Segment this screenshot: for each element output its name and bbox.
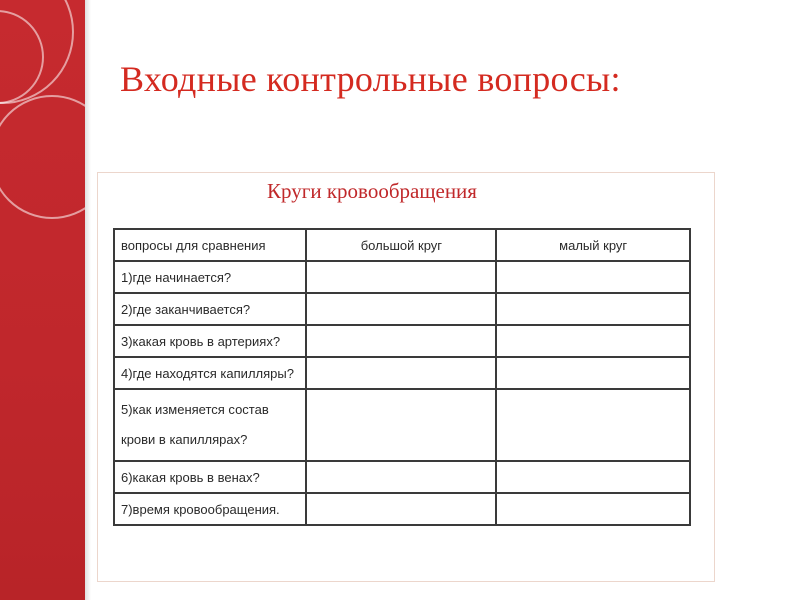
systemic-answer-cell bbox=[306, 461, 496, 493]
question-cell: 4)где находятся капилляры? bbox=[114, 357, 306, 389]
table-row bbox=[114, 389, 690, 461]
pulmonary-answer-cell bbox=[496, 461, 690, 493]
pulmonary-answer-cell bbox=[496, 325, 690, 357]
systemic-answer-cell bbox=[306, 261, 496, 293]
question-cell: 5)как изменяется состав крови в капиллярах? bbox=[114, 389, 306, 461]
header-questions: вопросы для сравнения bbox=[114, 229, 306, 261]
decorative-side-band bbox=[0, 0, 85, 600]
pulmonary-answer-cell bbox=[496, 261, 690, 293]
pulmonary-answer-cell bbox=[496, 293, 690, 325]
figure-title-text: Круги кровообращения bbox=[267, 179, 477, 203]
header-pulmonary-circle: малый круг bbox=[496, 229, 690, 261]
comparison-table bbox=[113, 228, 691, 526]
table-row bbox=[114, 293, 690, 325]
systemic-answer-cell bbox=[306, 325, 496, 357]
systemic-answer-cell bbox=[306, 357, 496, 389]
question-cell: 1)где начинается? bbox=[114, 261, 306, 293]
systemic-answer-cell bbox=[306, 293, 496, 325]
pulmonary-answer-cell bbox=[496, 357, 690, 389]
table-row bbox=[114, 461, 690, 493]
table-header-row bbox=[114, 229, 690, 261]
pulmonary-answer-cell bbox=[496, 493, 690, 525]
pulmonary-answer-cell bbox=[496, 389, 690, 461]
question-cell: 6)какая кровь в венах? bbox=[114, 461, 306, 493]
table-row bbox=[114, 493, 690, 525]
slide-title: Входные контрольные вопросы: bbox=[120, 59, 621, 99]
question-cell: 2)где заканчивается? bbox=[114, 293, 306, 325]
decorative-ring bbox=[0, 95, 85, 219]
header-systemic-circle: большой круг bbox=[306, 229, 496, 261]
table-row bbox=[114, 261, 690, 293]
table-row bbox=[114, 325, 690, 357]
question-cell: 7)время кровообращения. bbox=[114, 493, 306, 525]
systemic-answer-cell bbox=[306, 493, 496, 525]
table-figure bbox=[97, 172, 715, 582]
side-band-shadow bbox=[85, 0, 91, 600]
question-cell: 3)какая кровь в артериях? bbox=[114, 325, 306, 357]
figure-title bbox=[98, 179, 716, 204]
systemic-answer-cell bbox=[306, 389, 496, 461]
table-row bbox=[114, 357, 690, 389]
